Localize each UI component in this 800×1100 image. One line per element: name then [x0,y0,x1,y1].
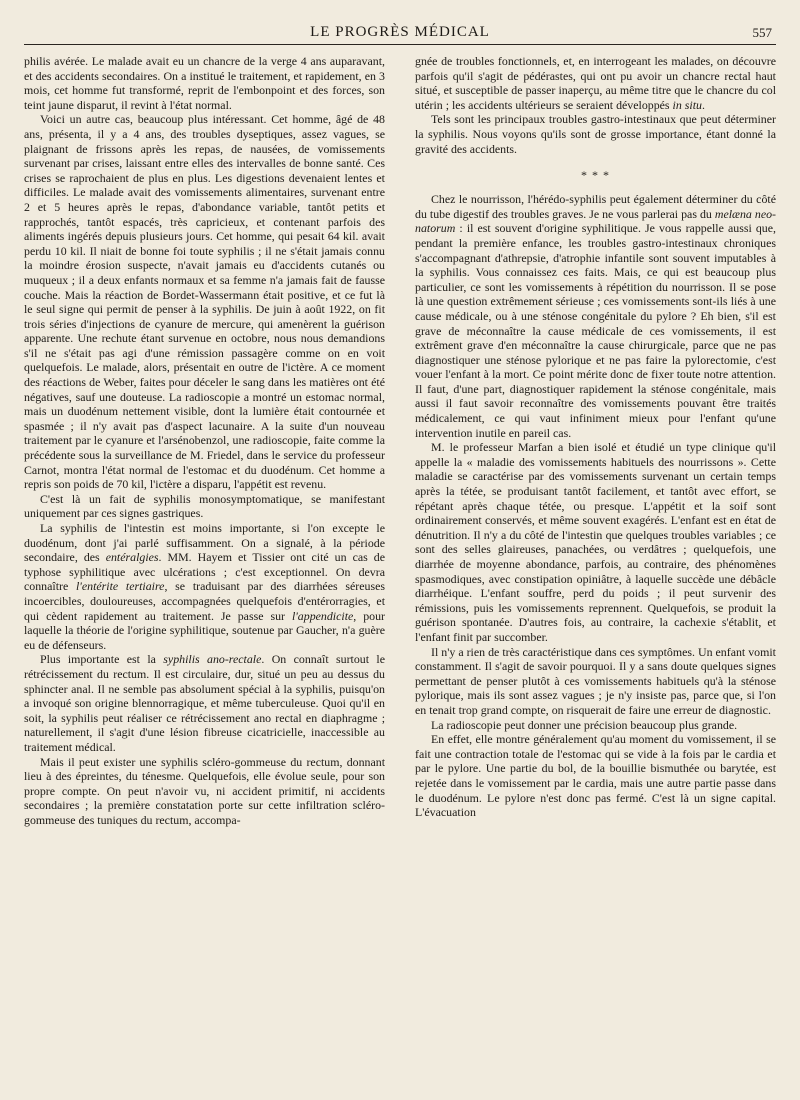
text-run: . MM. Hayem et Tissier ont cité un cas de typhose syphilitique avec ulcérations ; c'est exceptionnel. On devra connaître [24,550,385,594]
text-run: , se traduisant par des diarrhées séreuses incoercibles, douloureuses, accompagnées quelquefois d'entérorragies, et qui cèdent rapidement au traitement. Je passe sur [24,579,385,623]
paragraph: Voici un autre cas, beaucoup plus intéressant. Cet homme, âgé de 48 ans, présenta, il y a 4 ans, des troubles dyseptiques, assez vagues, se plaignant de frissons après les repas, de nausées, de vomissements survenant par crises, laissant entre elles des intervalles de bonne santé. Ces crises se raprochaient de plus en plus. Les digestions devenaient lentes et difficiles. Le malade avait des vomissements alimentaires, survenant entre 2 et 5 heures après le repas, d'abondance variable, tantôt petits et rapprochés, tantôt espacés, très capricieux, et contenant parfois des aliments ingérés depuis plusieurs jours. Cet homme, qui pesait 64 kil. avait perdu 10 kil. Il niait de bonne foi toute syphilis ; il ne s'était jamais connu la moindre érosion suspecte, n'avait jamais eu d'accidents cutanés ou muqueux ; il a deux enfants normaux et sa femme n'a jamais fait de fausse couche. Mais la réaction de Bordet-Wassermann était positive, et ce fut là le seul signe qui permit de penser à la syphilis. De juin à août 1922, on fit trois séries d'injections de cyanure de mercure, qui amenèrent la guérison apparente. Une rechute étant survenue en octobre, nous nous demandions s'il ne s'était pas agi d'une rémission passagère comme on en voit quelquefois. Le malade, alors, présentait en outre de l'ictère. A ce moment des réactions de Weber, faites pour déceler le sang dans les matières ont été négatives, sauf une douteuse. La radioscopie a montré un estomac normal, mais un duodénum nettement visible, dont la lumière était contournée et spasmée ; il n'y avait pas d'aspect lacunaire. A la suite d'un nouveau traitement par le cyanure et l'arsénobenzol, une radioscopie, faite comme la précédente sous la surveillance de M. Friedel, dans le service du professeur Carnot, montra l'état normal de l'estomac et du duodénum. Cet homme a repris son poids de 70 kil, l'ictère a disparu, l'appétit est revenu. [24,112,385,492]
paragraph: Tels sont les principaux troubles gastro-intestinaux que peut déterminer la syphilis. Nous voyons qu'ils sont de grosse importance, étant donné la gravité des accidents. [415,112,776,156]
paragraph [24,652,385,754]
text-run: La syphilis de l'intestin est moins importante, si l'on excepte le duodénum, dont j'ai parlé suffisamment. On a signalé, à la période secondaire, des [24,521,385,565]
paragraph: M. le professeur Marfan a bien isolé et étudié un type clinique qu'il appelle la « maladie des vomissements habituels des nourrissons ». Cette maladie se caractérise par des vomissements survenant un certain temps après la tétée, se produisant tantôt facilement, et tantôt avec effort, se répétant après chaque tétée, ou presque. L'appétit et la soif sont ordinairement conservés, et même souvent exagérés. L'enfant est en état de dénutrition. Il n'y a du côté de l'intestin que quelques troubles variables ; ce sont des selles glaireuses, panachées, ou verdâtres ; quelquefois, une diarrhée de moyenne abondance, parfois, au contraire, des phénomènes spasmodiques, avec constipation opiniâtre, à laquelle succède une débâcle diarrhéique. L'enfant souffre, perd du poids ; il peut survenir des rémissions, puis les vomissements reprennent. Quelquefois, se produit la guérison spontanée. D'autres fois, au contraire, la cachexie s'établit, et l'enfant finit par succomber. [415,440,776,644]
paragraph: La radioscopie peut donner une précision beaucoup plus grande. [431,717,738,732]
italic-term: in situ [672,97,702,112]
page-number: 557 [752,25,772,40]
paragraph [415,54,776,112]
text-run: : il est souvent d'origine syphilitique. Je vous rappelle aussi que, pendant la première enfance, les troubles gastro-intestinaux chroniques s'accompagnant d'athrepsie, d'atrophie infantile sont souvent imputables à la syphilis. Vous connaissez ces faits. Mais, ce qui est beaucoup plus particulier, ce sont les vomissements à répétition du nourrisson. Il se pose là une question extrêmement sérieuse ; ces vomissements sont-ils liés à une cause médicale, ou à une sténose congénitale du pylore ? Eh bien, s'il est grave de méconnaître la cause médicale de ces vomissements, il est extrêment grave d'en méconnaître la cause chirurgicale, parce que ne pas diagnostiquer une sténose pylorique et ne pas faire la pylorectomie, c'est vouer l'enfant à la mort. Ce point mérite donc de fixer toute notre attention. Il faut, d'une part, diagnostiquer rapidement la sténose congénitale, mais aussi il faut savoir reconnaître des vomissements pouvant être traités médicalement, ce qui vaut infiniment mieux pour l'enfant qu'une intervention inutile en pareil cas. [415,221,776,440]
running-head [24,22,776,44]
right-column [415,54,776,820]
paragraph: philis avérée. Le malade avait eu un chancre de la verge 4 ans auparavant, et des accidents secondaires. On a institué le traitement, et rapidement, en 3 mois, cet homme fut transformé, reprit de l'embonpoint et des forces, son teint jaune disparut, il revint à l'état normal. [24,54,385,112]
left-column [24,54,385,827]
text-run: . On connaît surtout le rétrécissement du rectum. Il est circulaire, dur, situé un peu au dessus du sphincter anal. Il ne semble pas absolument spécial à la syphilis, puisqu'on a invoqué son origine blennorragique, et même tuberculeuse. Quoi qu'il en soit, la syphilis peut réaliser ce rétrécissement ano rectal en diaphragme ; naturellement, il s'agit d'une lésion fibreuse cicatricielle, inaccessible au traitement médical. [24,652,385,754]
text-run: Chez le nourrisson, l'hérédo-syphilis peut également déterminer du côté du tube digestif des troubles graves. Je ne vous parlerai pas du [415,192,776,221]
italic-term: syphilis ano-rectale [163,652,262,667]
paragraph: Il n'y a rien de très caractéristique dans ces symptômes. Un enfant vomit constamment. Il s'agit de savoir pourquoi. Il y a sans doute quelques signes permettant de penser plutôt à ces vomissements habituels qu'à la sténose pylorique, mais ils sont assez vagues ; je n'y insiste pas, parce que, si l'on en tenait trop grand compte, on risquerait de faire une erreur de diagnostic. [415,644,776,717]
text-run: gnée de troubles fonctionnels, et, en interrogeant les malades, on découvre parfois qu'il s'agit de pédérastes, qui ont pu avoir un chancre rectal haut situé, et susceptible de passer inaperçu, au même titre que le chancre du col utérin ; les accidents ultérieurs se seraient développés [415,54,776,112]
italic-term: entéralgies [105,550,159,565]
italic-term: l'entérite tertiaire [76,579,165,594]
paragraph: En effet, elle montre généralement qu'au moment du vomissement, il se fait une contraction totale de l'estomac qui se vide à la fois par le cardia et par le pylore. Une partie du bol, de la bouillie bismuthée ou barytée, est rejetée dans le vomissement par le cardia, mais une autre partie passe dans le duodénum. Le pylore n'est donc pas fermé. C'est là un signe capital. L'évacuation [415,732,776,820]
header-rule [24,44,776,45]
journal-title: LE PROGRÈS MÉDICAL [310,24,490,40]
paragraph: Mais il peut exister une syphilis scléro-gommeuse du rectum, donnant lieu à des épreintes, du ténesme. Quelquefois, elle évolue seule, pour son propre compte. On peut n'avoir vu, ni accident primitif, ni accidents secondaires ; la première constatation porte sur cette infiltration scléro-gommeuse des tuniques du rectum, accompa- [24,754,385,827]
text-run: Plus importante est la [40,652,164,667]
text-run: , pour laquelle la théorie de l'origine syphilitique, soutenue par Gaucher, n'a guère eu de défenseurs. [24,608,386,652]
section-separator: * * * [581,168,610,183]
paragraph [24,521,385,652]
italic-term: melæna neo-natorum [415,206,776,236]
italic-term: l'appendicite [291,608,354,623]
paragraph: C'est là un fait de syphilis monosymptomatique, se manifestant uniquement par ces signes gastriques. [24,491,385,521]
text-run: . [701,97,705,112]
paragraph [415,192,776,440]
